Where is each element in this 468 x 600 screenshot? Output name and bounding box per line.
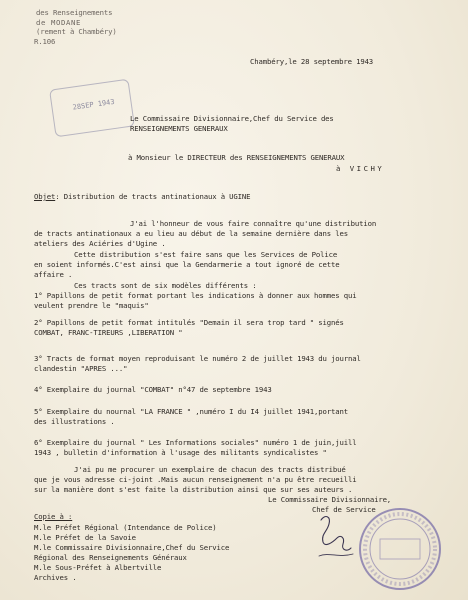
addressee-line-1: à Monsieur le DIRECTEUR des RENSEIGNEMENTS GENERAUX [128,153,345,162]
body-p4-line-2: que je vous adresse ci-joint .Mais aucun renseignement n'a pu être recueilli [34,475,357,484]
reception-stamp: 28SEP 1943 [49,79,135,138]
copies-line-6: Archives . [34,573,77,582]
item-6-line-2: 1943 , bulletin d'information à l'usage des militants syndicalistes " [34,448,327,457]
item-3-line-1: 3° Tracts de format moyen reproduisant le numéro 2 de juillet 1943 du journal [34,354,361,363]
copies-line-1: M.le Préfet Régional (Intendance de Police) [34,523,217,532]
body-p1-line-3: ateliers des Aciéries d'Ugine . [34,239,166,248]
official-round-stamp [356,505,444,593]
body-p3: Ces tracts sont de six modèles différents : [74,281,257,290]
addressee-line-2: à VICHY [336,164,385,173]
header-reference: R.106 [34,37,56,46]
copies-label: Copie à : [34,512,73,521]
header-line-2: de MODANE [36,18,81,27]
body-p2-line-2: en soient informés.C'est ainsi que la Gendarmerie a tout ignoré de cette [34,260,340,269]
body-p4-line-1: J'ai pu me procurer un exemplaire de chacun des tracts distribué [74,465,346,474]
body-p2-line-1: Cette distribution s'est faire sans que les Services de Police [74,250,338,259]
sender-line-1: Le Commissaire Divisionnaire,Chef du Service des [130,114,334,123]
body-p1-line-2: de tracts antinationaux a eu lieu au début de la semaine dernière dans les [34,229,348,238]
subject-label: Objet [34,192,56,201]
copies-line-2: M.le Préfet de la Savoie [34,533,136,542]
copies-line-4: Régional des Renseignements Généraux [34,553,187,562]
item-4: 4° Exemplaire du journal "COMBAT" n°47 de septembre 1943 [34,385,272,394]
item-6-line-1: 6° Exemplaire du journal " Les Informations sociales" numéro 1 de juin,juill [34,438,357,447]
sender-line-2: RENSEIGNEMENTS GENERAUX [130,124,228,133]
item-1-line-1: 1° Papillons de petit format portant les indications à donner aux hommes qui [34,291,357,300]
copies-line-3: M.le Commissaire Divisionnaire,Chef du Service [34,543,230,552]
item-5-line-2: des illustrations . [34,417,115,426]
subject-line [34,192,250,201]
signature-title-line-2: Chef de Service [312,505,376,514]
item-2-line-1: 2° Papillons de petit format intitulés "Demain il sera trop tard " signés [34,318,344,327]
copies-line-5: M.le Sous-Préfet à Albertville [34,563,162,572]
header-line-1: des Renseignements [36,8,113,17]
item-3-line-2: clandestin "APRES ..." [34,364,128,373]
body-p2-line-3: affaire . [34,270,73,279]
item-1-line-2: veulent prendre le "maquis" [34,301,149,310]
item-5-line-1: 5° Exemplaire du nournal "LA FRANCE " ,numéro I du I4 juillet 1941,portant [34,407,348,416]
subject-text: : Distribution de tracts antinationaux à UGINE [55,192,251,201]
body-p4-line-3: sur la manière dont s'est faite la distribution ainsi que sur ses auteurs . [34,485,353,494]
header-line-3: (rement à Chambéry) [36,27,117,36]
body-p1-line-1: J'ai l'honneur de vous faire connaître qu'une distribution [130,219,377,228]
signature-title-line-1: Le Commissaire Divisionnaire, [268,495,392,504]
item-2-line-2: COMBAT, FRANC-TIREURS ,LIBERATION " [34,328,183,337]
date-line: Chambéry,le 28 septembre 1943 [250,57,374,66]
handwritten-signature [315,512,359,566]
